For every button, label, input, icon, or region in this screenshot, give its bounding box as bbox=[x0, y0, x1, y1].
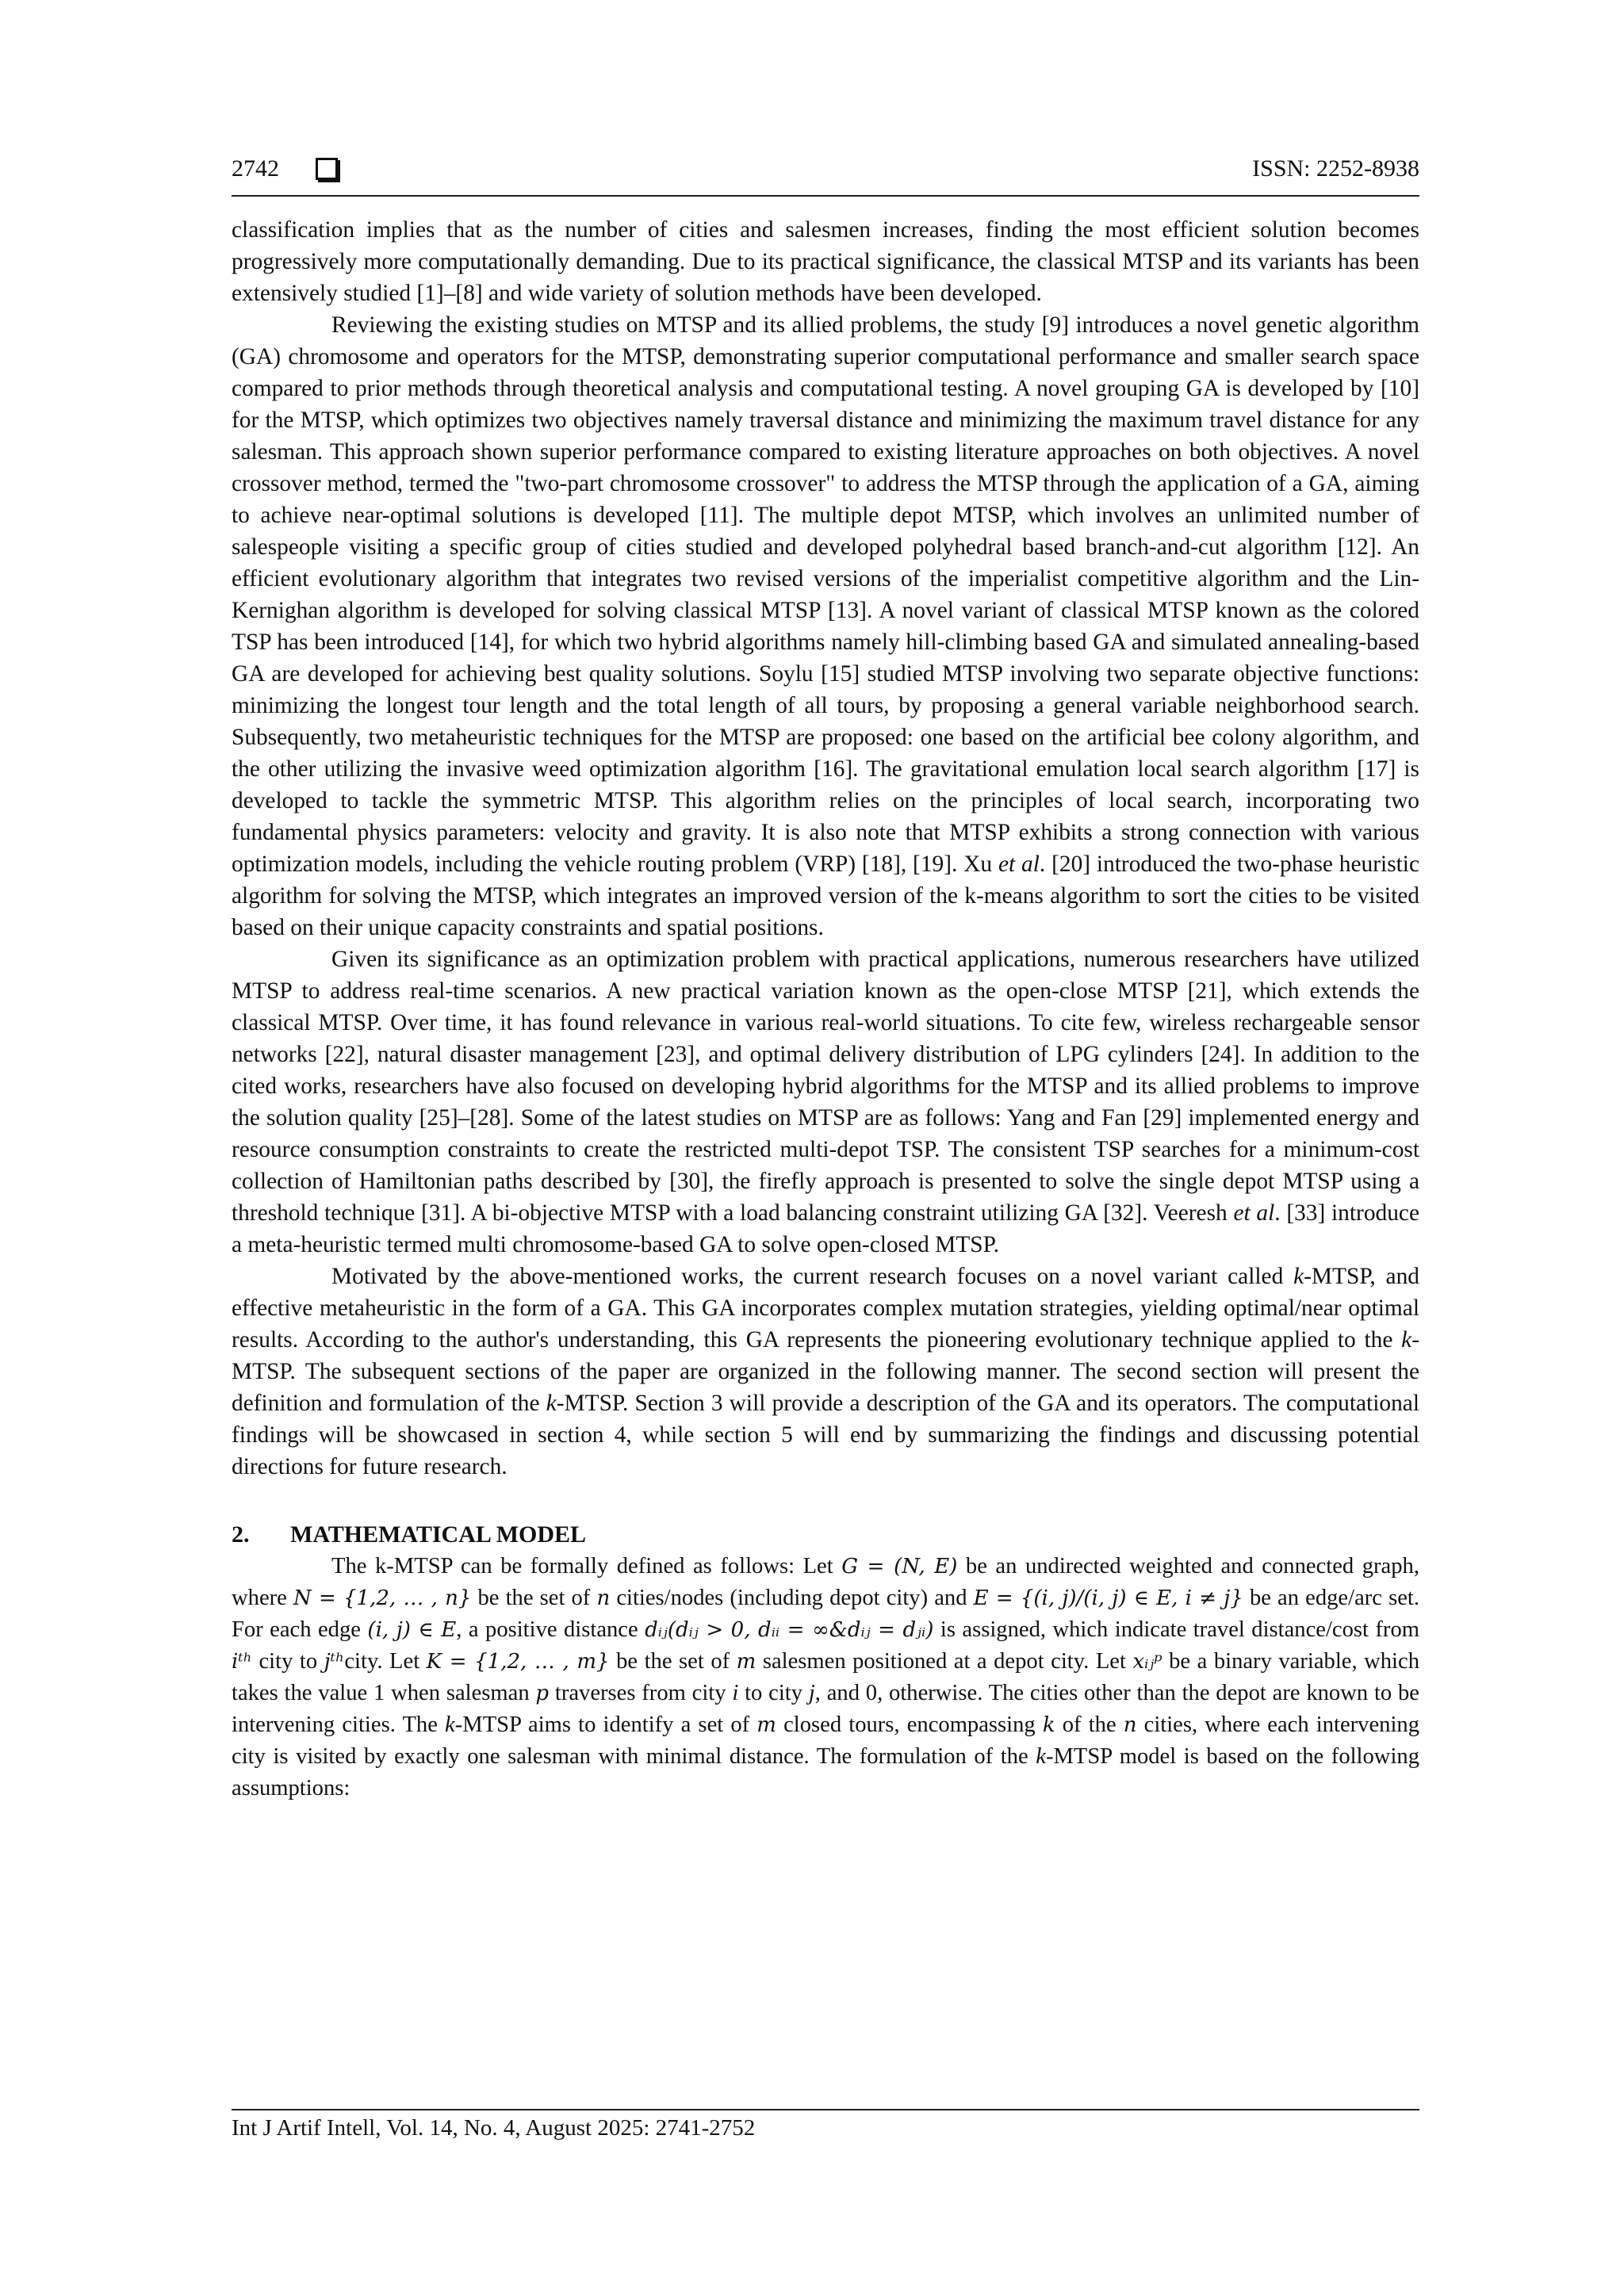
model-text: be a binary variable, which takes the value 1 when salesman bbox=[232, 1649, 1419, 1705]
math-k: k bbox=[1042, 1713, 1055, 1737]
math-node-set: N = {1,2, … , n} bbox=[293, 1586, 472, 1610]
paragraph-3-text-a: Given its significance as an optimization problem with practical applications, numerous researchers have utilized MTSP to address real-time scenarios. A new practical variation known as the open-close MTSP [21], which extends the classical MTSP. Over time, it has found relevance in various real-world situations. To cite few, wireless rechargeable sensor networks [22], natural disaster management [23], and optimal delivery distribution of LPG cylinders [24]. In addition to the cited works, researchers have also focused on developing hybrid algorithms for the MTSP and its allied problems to improve the solution quality [25]–[28]. Some of the latest studies on MTSP are as follows: Yang and Fan [29] implemented energy and resource consumption constraints to create the restricted multi-depot TSP. The consistent TSP searches for a minimum-cost collection of Hamiltonian paths described by [30], the firefly approach is presented to solve the single depot MTSP using a threshold technique [31]. A bi-objective MTSP with a load balancing constraint utilizing GA [32]. Veeresh bbox=[232, 947, 1419, 1226]
square-bullet-icon bbox=[316, 158, 338, 180]
math-distance: dᵢⱼ(dᵢⱼ > 0, dᵢᵢ = ∞&dᵢⱼ = dⱼᵢ) bbox=[645, 1618, 934, 1642]
math-n: n bbox=[596, 1586, 611, 1610]
section-number: 2. bbox=[232, 1521, 250, 1548]
paragraph-4 bbox=[232, 1261, 1419, 1483]
model-text: city. Let bbox=[344, 1649, 427, 1674]
model-text: closed tours, encompassing bbox=[776, 1712, 1043, 1737]
page-body bbox=[232, 214, 1419, 1804]
paragraph-4-k3: k bbox=[546, 1391, 557, 1416]
math-j: j bbox=[808, 1681, 815, 1705]
paragraph-4-text-d: -MTSP. Section 3 will provide a description of the GA and its operators. The computational findings will be showcased in section 4, while section 5 will end by summarizing the findings and discussing potential directions for future research. bbox=[232, 1391, 1419, 1479]
model-text: traverses from city bbox=[549, 1681, 733, 1705]
math-n: n bbox=[1123, 1713, 1137, 1737]
math-edge-set: E = {(i, j)/(i, j) ∈ E, i ≠ j} bbox=[973, 1586, 1243, 1610]
math-binary-var: xᵢⱼᵖ bbox=[1132, 1650, 1162, 1674]
model-text: be the set of bbox=[471, 1586, 597, 1610]
math-m: m bbox=[736, 1650, 756, 1674]
paragraph-3-etal: et al bbox=[1233, 1200, 1275, 1226]
math-graph-def: G = (N, E) bbox=[841, 1555, 958, 1578]
issn: ISSN: 2252-8938 bbox=[1252, 155, 1419, 182]
paragraph-4-k2: k bbox=[1401, 1327, 1412, 1353]
header-left bbox=[232, 155, 338, 182]
math-k: k bbox=[1036, 1744, 1046, 1769]
page-header bbox=[232, 155, 1419, 195]
model-section bbox=[232, 1551, 1419, 1804]
model-text: , and 0, otherwise. The cities other than the depot are known to be intervening cities. The bbox=[232, 1681, 1419, 1737]
paragraph-3-text-b: . [33] introduce a meta-heuristic termed multi chromosome-based GA to solve open-closed MTSP. bbox=[232, 1200, 1419, 1257]
model-text: city to bbox=[251, 1649, 324, 1674]
paragraph-4-text-c: -MTSP. The subsequent sections of the paper are organized in the following manner. The second section will present the definition and formulation of the bbox=[232, 1327, 1419, 1416]
section-heading bbox=[232, 1519, 1419, 1551]
math-jth: jᵗʰ bbox=[324, 1650, 345, 1674]
paragraph-2-text-b: . [20] introduced the two-phase heuristic algorithm for solving the MTSP, which integrates an improved version of the k-means algorithm to sort the cities to be visited based on their unique capacity constraints and spatial positions. bbox=[232, 851, 1420, 940]
math-m: m bbox=[756, 1713, 776, 1737]
math-salesmen-set: K = {1,2, … , m} bbox=[426, 1650, 610, 1674]
page-number: 2742 bbox=[232, 155, 279, 182]
section-title: MATHEMATICAL MODEL bbox=[290, 1521, 587, 1548]
math-p: p bbox=[535, 1682, 550, 1705]
model-text: -MTSP model is based on the following assumptions: bbox=[232, 1744, 1419, 1800]
paragraph-4-k1: k bbox=[1293, 1264, 1304, 1289]
model-text: -MTSP aims to identify a set of bbox=[454, 1712, 757, 1737]
model-text: is assigned, which indicate travel distance/cost from bbox=[933, 1617, 1419, 1642]
paragraph-4-text-a: Motivated by the above-mentioned works, the current research focuses on a novel variant called bbox=[331, 1264, 1294, 1289]
footer-rule bbox=[232, 2109, 1419, 2110]
model-text: be an edge/arc set. For each edge bbox=[232, 1586, 1419, 1642]
paragraph-4-text-b: -MTSP, and effective metaheuristic in the form of a GA. This GA incorporates complex mutation strategies, yielding optimal/near optimal results. According to the author's understanding, this GA represents the pioneering evolutionary technique applied to the bbox=[232, 1264, 1419, 1353]
model-text: salesmen positioned at a depot city. Let bbox=[756, 1649, 1133, 1674]
model-paragraph bbox=[232, 1551, 1419, 1804]
paragraph-2-etal: et al bbox=[998, 851, 1040, 877]
model-text: be the set of bbox=[609, 1649, 737, 1674]
model-text: of the bbox=[1055, 1712, 1124, 1737]
math-k: k bbox=[445, 1712, 455, 1737]
model-text: cities/nodes (including depot city) and bbox=[610, 1586, 974, 1610]
paragraph-2-text-a: Reviewing the existing studies on MTSP and its allied problems, the study [9] introduces a novel genetic algorithm (GA) chromosome and operators for the MTSP, demonstrating superior computational performance and smaller search space compared to prior methods through theoretical analysis and computational testing. A novel grouping GA is developed by [10] for the MTSP, which optimizes two objectives namely traversal distance and minimizing the maximum travel distance for any salesman. This approach shown superior performance compared to existing literature approaches on both objectives. A novel crossover method, termed the "two-part chromosome crossover" to address the MTSP through the application of a GA, aiming to achieve near-optimal solutions is developed [11]. The multiple depot MTSP, which involves an unlimited number of salespeople visiting a specific group of cities studied and developed polyhedral based branch-and-cut algorithm [12]. An efficient evolutionary algorithm that integrates two revised versions of the imperialist competitive algorithm and the Lin-Kernighan algorithm is developed for solving classical MTSP [13]. A novel variant of classical MTSP known as the colored TSP has been introduced [14], for which two hybrid algorithms namely hill-climbing based GA and simulated annealing-based GA are developed for achieving best quality solutions. Soylu [15] studied MTSP involving two separate objective functions: minimizing the longest tour length and the total length of all tours, by proposing a general variable neighborhood search. Subsequently, two metaheuristic techniques for the MTSP are proposed: one based on the artificial bee colony algorithm, and the other utilizing the invasive weed optimization algorithm [16]. The gravitational emulation local search algorithm [17] is developed to tackle the symmetric MTSP. This algorithm relies on the principles of local search, incorporating two fundamental physics parameters: velocity and gravity. It is also note that MTSP exhibits a strong connection with various optimization models, including the vehicle routing problem (VRP) [18], [19]. Xu bbox=[232, 312, 1419, 877]
model-text: The k-MTSP can be formally defined as follows: Let bbox=[331, 1554, 842, 1578]
paragraph-1: classification implies that as the number of cities and salesmen increases, finding the most efficient solution becomes progressively more computationally demanding. Due to its practical significance, the classical MTSP and its variants has been extensively studied [1]–[8] and wide variety of solution methods have been developed. bbox=[232, 217, 1419, 306]
model-text: , a positive distance bbox=[456, 1617, 645, 1642]
math-edge: (i, j) ∈ E bbox=[367, 1618, 457, 1642]
model-text: to city bbox=[738, 1681, 809, 1705]
header-rule bbox=[232, 195, 1419, 197]
footer-citation: Int J Artif Intell, Vol. 14, No. 4, August 2025: 2741-2752 bbox=[232, 2115, 756, 2141]
math-i: i bbox=[732, 1681, 739, 1705]
model-text: be an undirected weighted and connected graph, where bbox=[232, 1554, 1419, 1610]
paragraph-3 bbox=[232, 943, 1419, 1261]
math-ith: iᵗʰ bbox=[232, 1650, 252, 1674]
paragraph-2 bbox=[232, 309, 1419, 943]
model-text: cities, where each intervening city is visited by exactly one salesman with minimal distance. The formulation of the bbox=[232, 1712, 1419, 1769]
